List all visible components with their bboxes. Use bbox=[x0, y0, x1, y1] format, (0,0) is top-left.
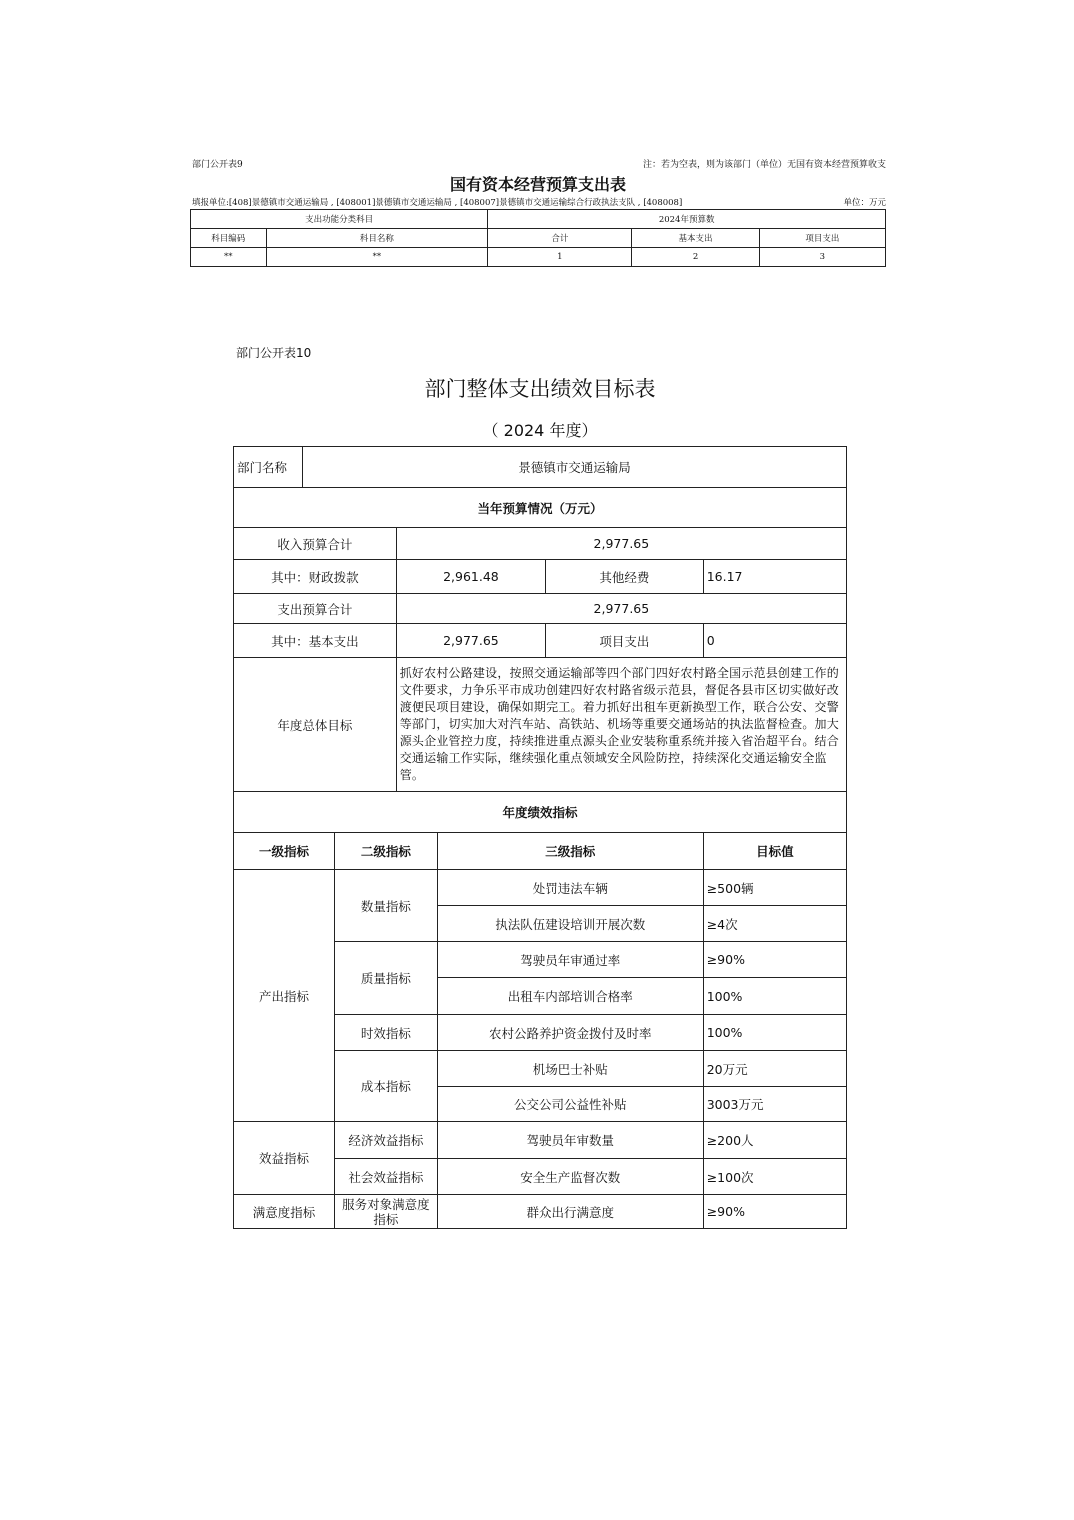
form9-unit: 单位：万元 bbox=[843, 198, 886, 208]
indicator-header: 年度绩效指标 bbox=[234, 792, 847, 833]
form9-label: 部门公开表9 bbox=[192, 160, 243, 170]
table-row bbox=[234, 1195, 847, 1229]
quality-indicator: 质量指标 bbox=[334, 942, 437, 1015]
col-basic: 基本支出 bbox=[632, 229, 759, 248]
col-target: 目标值 bbox=[703, 833, 846, 870]
basic-label: 其中：基本支出 bbox=[234, 624, 397, 658]
indicator-name: 处罚违法车辆 bbox=[437, 870, 703, 906]
table-row bbox=[191, 248, 886, 267]
index-cell: 1 bbox=[488, 248, 632, 267]
output-indicator: 产出指标 bbox=[234, 870, 335, 1122]
fiscal-value: 2,961.48 bbox=[396, 560, 545, 594]
benefit-indicator: 效益指标 bbox=[234, 1122, 335, 1195]
basic-value: 2,977.65 bbox=[396, 624, 545, 658]
indicator-value: ≥90% bbox=[703, 1195, 846, 1229]
indicator-name: 驾驶员年审通过率 bbox=[437, 942, 703, 978]
dept-label: 部门名称 bbox=[234, 447, 303, 488]
satisfaction-indicator: 满意度指标 bbox=[234, 1195, 335, 1229]
indicator-name: 公交公司公益性补贴 bbox=[437, 1087, 703, 1122]
indicator-value: 100% bbox=[703, 1015, 846, 1051]
index-cell: ** bbox=[191, 248, 267, 267]
indicator-value: ≥200人 bbox=[703, 1122, 846, 1159]
indicator-name: 执法队伍建设培训开展次数 bbox=[437, 906, 703, 942]
quantity-indicator: 数量指标 bbox=[334, 870, 437, 942]
indicator-name: 安全生产监督次数 bbox=[437, 1159, 703, 1195]
header-group-left: 支出功能分类科目 bbox=[191, 210, 488, 229]
indicator-value: ≥4次 bbox=[703, 906, 846, 942]
other-label: 其他经费 bbox=[546, 560, 704, 594]
indicator-value: ≥500辆 bbox=[703, 870, 846, 906]
dept-value: 景德镇市交通运输局 bbox=[303, 447, 847, 488]
indicator-name: 农村公路养护资金拨付及时率 bbox=[437, 1015, 703, 1051]
form10-table bbox=[233, 446, 847, 1229]
col-code: 科目编码 bbox=[191, 229, 267, 248]
table-row bbox=[234, 870, 847, 906]
index-cell: ** bbox=[266, 248, 488, 267]
col-level1: 一级指标 bbox=[234, 833, 335, 870]
expense-total-label: 支出预算合计 bbox=[234, 594, 397, 624]
col-level3: 三级指标 bbox=[437, 833, 703, 870]
index-cell: 3 bbox=[759, 248, 885, 267]
form9-filler-unit: 填报单位:[408]景德镇市交通运输局 , [408001]景德镇市交通运输局 , [408007]景德镇市交通运输综合行政执法支队 , [408008] bbox=[192, 198, 683, 208]
fiscal-label: 其中：财政拨款 bbox=[234, 560, 397, 594]
form9-table bbox=[190, 209, 886, 267]
form10-title: 部门整体支出绩效目标表 bbox=[424, 377, 656, 401]
cost-indicator: 成本指标 bbox=[334, 1051, 437, 1122]
expense-total-value: 2,977.65 bbox=[396, 594, 846, 624]
indicator-value: ≥100次 bbox=[703, 1159, 846, 1195]
other-value: 16.17 bbox=[703, 560, 846, 594]
table-row bbox=[234, 1122, 847, 1159]
goal-text: 抓好农村公路建设，按照交通运输部等四个部门四好农村路全国示范县创建工作的文件要求，力争乐平市成功创建四好农村路省级示范县，督促各县市区切实做好改渡便民项目建设，确保如期完工。着力抓好出租车更新换型工作，联合公安、交警等部门，切实加大对汽车站、高铁站、机场等重要交通场站的执法监督检查。加大源头企业管控力度，持续推进重点源头企业安装称重系统并接入省治超平台。结合交通运输工作实际，继续强化重点领域安全风险防控，持续深化交通运输安全监管。 bbox=[396, 658, 846, 792]
col-level2: 二级指标 bbox=[334, 833, 437, 870]
timeliness-indicator: 时效指标 bbox=[334, 1015, 437, 1051]
indicator-value: 100% bbox=[703, 978, 846, 1015]
indicator-value: 20万元 bbox=[703, 1051, 846, 1087]
economic-indicator: 经济效益指标 bbox=[334, 1122, 437, 1159]
col-project: 项目支出 bbox=[759, 229, 885, 248]
col-name: 科目名称 bbox=[266, 229, 488, 248]
goal-label: 年度总体目标 bbox=[234, 658, 397, 792]
form9-title: 国有资本经营预算支出表 bbox=[449, 175, 626, 194]
social-indicator: 社会效益指标 bbox=[334, 1159, 437, 1195]
col-total: 合计 bbox=[488, 229, 632, 248]
budget-header: 当年预算情况（万元） bbox=[234, 488, 847, 528]
service-indicator: 服务对象满意度指标 bbox=[334, 1195, 437, 1229]
indicator-name: 出租车内部培训合格率 bbox=[437, 978, 703, 1015]
income-total-label: 收入预算合计 bbox=[234, 528, 397, 560]
indicator-name: 机场巴士补贴 bbox=[437, 1051, 703, 1087]
income-total-value: 2,977.65 bbox=[396, 528, 846, 560]
form10-year: （ 2024 年度） bbox=[482, 421, 598, 440]
form10-label: 部门公开表10 bbox=[236, 346, 312, 360]
indicator-value: ≥90% bbox=[703, 942, 846, 978]
header-group-right: 2024年预算数 bbox=[488, 210, 886, 229]
indicator-value: 3003万元 bbox=[703, 1087, 846, 1122]
index-cell: 2 bbox=[632, 248, 759, 267]
form9-note: 注：若为空表，则为该部门（单位）无国有资本经营预算收支 bbox=[642, 160, 886, 170]
indicator-name: 群众出行满意度 bbox=[437, 1195, 703, 1229]
project-label: 项目支出 bbox=[546, 624, 704, 658]
indicator-name: 驾驶员年审数量 bbox=[437, 1122, 703, 1159]
project-value: 0 bbox=[703, 624, 846, 658]
